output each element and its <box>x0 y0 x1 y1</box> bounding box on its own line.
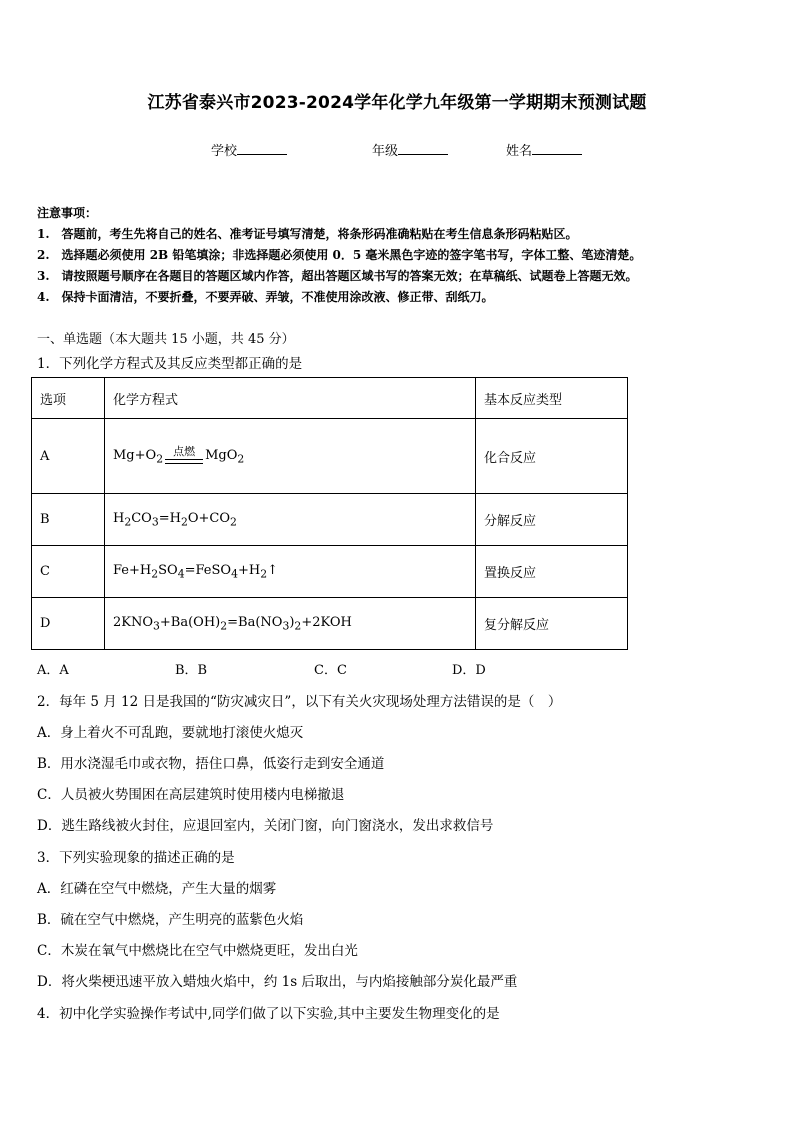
table-row <box>32 494 628 546</box>
row-option: B <box>32 494 105 546</box>
row-type: 分解反应 <box>476 494 628 546</box>
row-type: 化合反应 <box>476 419 628 494</box>
school-blank[interactable] <box>237 142 287 155</box>
page-title: 江苏省泰兴市2023-2024学年化学九年级第一学期期末预测试题 <box>147 93 647 113</box>
double-line <box>165 459 203 464</box>
reaction-condition <box>165 446 203 464</box>
notice-item: 1. 答题前，考生先将自己的姓名、准考证号填写清楚，将条形码准确粘贴在考生信息条形码粘贴区。 <box>37 227 578 241</box>
q2-choice-b[interactable]: B．用水浇湿毛巾或衣物，捂住口鼻，低姿行走到安全通道 <box>37 756 385 772</box>
q3-stem: 3．下列实验现象的描述正确的是 <box>37 850 235 866</box>
school-field[interactable] <box>211 140 287 159</box>
notice-item: 4. 保持卡面清洁，不要折叠，不要弄破、弄皱，不准使用涂改液、修正带、刮纸刀。 <box>37 290 494 304</box>
notice-block <box>37 203 641 308</box>
q2-choice-c[interactable]: C．人员被火势围困在高层建筑时使用楼内电梯撤退 <box>37 787 345 803</box>
equation-b: $H_2CO_3=H_2O+CO_2$ <box>113 510 237 529</box>
equation-a: $Mg+O_2$ 点燃 MgO$_2$ <box>113 445 245 466</box>
notice-heading: 注意事项： <box>37 206 98 220</box>
condition-label: 点燃 <box>173 445 196 459</box>
row-equation <box>105 598 476 650</box>
q1-table <box>31 377 628 650</box>
name-label: 姓名 <box>506 144 533 159</box>
row-type: 复分解反应 <box>476 598 628 650</box>
row-option: D <box>32 598 105 650</box>
section-heading: 一、单选题（本大题共 15 小题，共 45 分） <box>37 332 295 347</box>
row-option: A <box>32 419 105 494</box>
header-option: 选项 <box>32 378 105 419</box>
q3-choice-b[interactable]: B．硫在空气中燃烧，产生明亮的蓝紫色火焰 <box>37 912 304 928</box>
table-header-row <box>32 378 628 419</box>
header-equation: 化学方程式 <box>105 378 476 419</box>
q1-choice-d[interactable]: D．D <box>452 663 486 678</box>
name-field[interactable] <box>506 140 582 159</box>
q3-choice-a[interactable]: A．红磷在空气中燃烧，产生大量的烟雾 <box>37 881 277 897</box>
grade-field[interactable] <box>372 140 448 159</box>
table-row <box>32 546 628 598</box>
grade-blank[interactable] <box>398 142 448 155</box>
row-equation <box>105 419 476 494</box>
equation-d: $2KNO_3+Ba(OH)_2=Ba(NO_3)_2+2KOH$ <box>113 614 352 633</box>
q2-choice-a[interactable]: A．身上着火不可乱跑，要就地打滚使火熄灭 <box>37 725 304 741</box>
name-blank[interactable] <box>532 142 582 155</box>
notice-item: 2. 选择题必须使用 2B 铅笔填涂；非选择题必须使用 0．5 毫米黑色字迹的签字笔书写，字体工整、笔迹清楚。 <box>37 248 642 262</box>
q2-stem: 2．每年 5 月 12 日是我国的“防灾减灾日”，以下有关火灾现场处理方法错误的是（ ） <box>37 694 562 710</box>
q1-choice-c[interactable]: C．C <box>314 663 347 678</box>
q1-stem: 1．下列化学方程式及其反应类型都正确的是 <box>37 356 303 372</box>
q3-choice-d[interactable]: D．将火柴梗迅速平放入蜡烛火焰中，约 1s 后取出，与内焰接触部分炭化最严重 <box>37 974 518 990</box>
q4-stem: 4．初中化学实验操作考试中,同学们做了以下实验,其中主要发生物理变化的是 <box>37 1006 500 1022</box>
row-equation <box>105 494 476 546</box>
q1-choice-b[interactable]: B．B <box>175 663 208 678</box>
row-type: 置换反应 <box>476 546 628 598</box>
school-label: 学校 <box>211 144 238 159</box>
q2-choice-d[interactable]: D．逃生路线被火封住，应退回室内，关闭门窗，向门窗浇水，发出求救信号 <box>37 818 494 834</box>
row-option: C <box>32 546 105 598</box>
notice-item: 3. 请按照题号顺序在各题目的答题区域内作答，超出答题区域书写的答案无效；在草稿纸、试题卷上答题无效。 <box>37 269 638 283</box>
q3-choice-c[interactable]: C．木炭在氧气中燃烧比在空气中燃烧更旺，发出白光 <box>37 943 358 959</box>
table-row <box>32 419 628 494</box>
table-row <box>32 598 628 650</box>
q1-choice-a[interactable]: A．A <box>37 663 69 678</box>
header-type: 基本反应类型 <box>476 378 628 419</box>
grade-label: 年级 <box>372 144 399 159</box>
equation-c: $Fe+H_2SO_4=FeSO_4+H_2↑$ <box>113 562 278 581</box>
row-equation <box>105 546 476 598</box>
